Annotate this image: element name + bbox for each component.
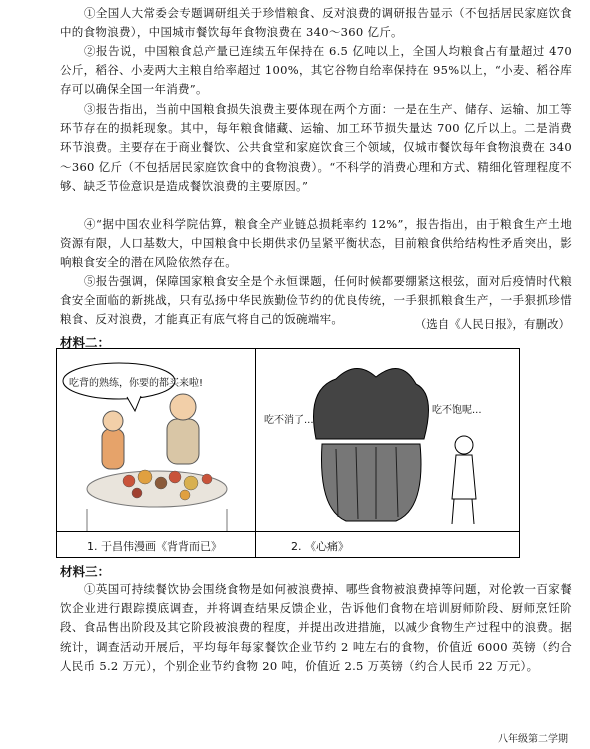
material-one-paragraph-3: ③报告指出，当前中国粮食损失浪费主要体现在两个方面：一是在生产、储存、运输、加工等环节存在的损耗现象。其中，每年粮食储藏、运输、加工环节损失量达 700 亿斤以上。二是消费环节浪费。主要存在于商业餐饮、公共食堂和家庭饮食三个领域，仅城市餐饮每年食物浪费在 340～360 亿斤（不包括居民家庭饮食中的食物浪费）。“不科学的消费心理和方式、精细化管理程度不够、缺乏节俭意识是造成餐饮浪费的主要原因。” bbox=[60, 102, 572, 193]
material-three-heading: 材料三： bbox=[60, 564, 111, 579]
cartoon-right-illustration bbox=[256, 349, 519, 531]
material-one-paragraph-4: ④“据中国农业科学院估算，粮食全产业链总损耗率约 12%”，报告指出，由于粮食生产土地资源有限，人口基数大，中国粮食中长期供求仍呈紧平衡状态，目前粮食供给结构性矛盾突出，影响粮食安全的潜在风险依然存在。 bbox=[60, 217, 572, 270]
footer-grade-label: 八年级第二学期 bbox=[498, 734, 568, 745]
material-two-heading: 材料二： bbox=[60, 335, 111, 350]
cartoon-right-speech-1: 吃不消了... bbox=[264, 415, 314, 426]
caption-left: 1. 于昌伟漫画《背背而已》 bbox=[87, 540, 222, 553]
material-one-paragraph-5: ⑤报告强调，保障国家粮食安全是个永恒课题，任何时候都要绷紧这根弦，面对后疫情时代粮食安全面临的新挑战，只有弘扬中华民族勤俭节约的优良传统，一手狠抓粮食生产，一手狠抓珍惜粮食、反对浪费，才能真正有底气将自己的饭碗端牢。 bbox=[60, 274, 572, 327]
caption-row bbox=[57, 531, 519, 557]
source-citation: （选自《人民日报》，有删改） bbox=[414, 317, 570, 331]
cartoon-right bbox=[256, 349, 519, 531]
cartoon-right-speech-2: 吃不饱呢... bbox=[432, 405, 482, 416]
material-three-paragraph-1: ①英国可持续餐饮协会围绕食物是如何被浪费掉、哪些食物被浪费掉等问题，对伦敦一百家餐饮企业进行跟踪摸底调查，并将调查结果反馈企业，告诉他们食物在培训厨师阶段、厨师烹饪阶段、食品售出阶段及其它阶段被浪费的程度，并提出改进措施，以减少食物生产过程中的浪费。据统计，调查活动开展后，平均每年每家餐饮企业节约 2 吨左右的食物，价值近 6000 英镑（约合人民币 5.2 万元），个别企业节约食物 20 吨，价值近 2.5 万英镑（约合人民币 22 万元）。 bbox=[60, 582, 572, 673]
caption-divider bbox=[255, 532, 256, 557]
cartoon-left-speech: 吃背的熟练，你要的都买来啦! bbox=[69, 378, 204, 389]
caption-right: 2. 《心痛》 bbox=[291, 540, 349, 553]
cartoon-table bbox=[56, 348, 520, 558]
material-one-paragraph-1: ①全国人大常委会专题调研组关于珍惜粮食、反对浪费的调研报告显示（不包括居民家庭饮食中的食物浪费），中国城市餐饮每年食物浪费在 340～360 亿斤。 bbox=[60, 6, 572, 40]
material-one-paragraph-2: ②报告说，中国粮食总产量已连续五年保持在 6.5 亿吨以上，全国人均粮食占有量超过 470 公斤，稻谷、小麦两大主粮自给率超过 100%，其它谷物自给率保持在 95%以上，“小麦、稻谷库存可以确保全国一年消费”。 bbox=[60, 44, 572, 97]
cartoon-left bbox=[57, 349, 256, 531]
